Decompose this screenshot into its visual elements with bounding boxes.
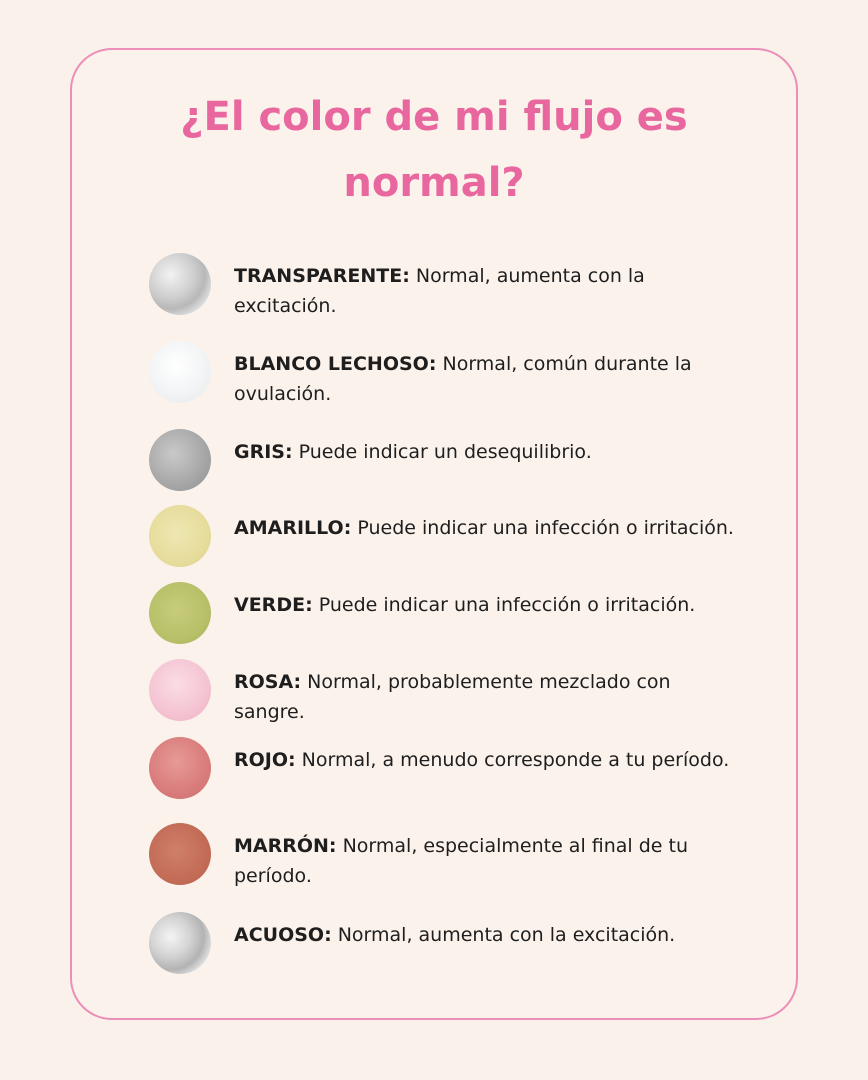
transparente-swatch xyxy=(149,253,211,315)
verde-swatch xyxy=(149,582,211,644)
item-desc: Normal, aumenta con la excitación. xyxy=(234,265,645,317)
item-desc: Puede indicar una infección o irritación. xyxy=(312,594,696,616)
item-term: BLANCO LECHOSO: xyxy=(234,353,437,375)
rojo-swatch xyxy=(149,737,211,799)
item-desc: Puede indicar un desequilibrio. xyxy=(292,441,592,463)
item-text xyxy=(234,590,734,620)
item-text xyxy=(234,831,734,891)
item-text xyxy=(234,349,734,409)
item-term: MARRÓN: xyxy=(234,835,337,857)
acuoso-swatch xyxy=(149,912,211,974)
item-term: GRIS: xyxy=(234,441,293,463)
item-term: TRANSPARENTE: xyxy=(234,265,410,287)
item-text xyxy=(234,745,734,775)
item-desc: Normal, común durante la ovulación. xyxy=(234,353,692,405)
item-term: VERDE: xyxy=(234,594,313,616)
item-text xyxy=(234,261,734,321)
item-text xyxy=(234,920,734,950)
page-title: ¿El color de mi flujo es normal? xyxy=(180,94,688,206)
item-term: ROJO: xyxy=(234,749,296,771)
item-desc: Puede indicar una infección o irritación. xyxy=(351,517,734,539)
blanco-swatch xyxy=(149,341,211,403)
item-desc: Normal, aumenta con la excitación. xyxy=(331,924,676,946)
amarillo-swatch xyxy=(149,505,211,567)
rosa-swatch xyxy=(149,659,211,721)
item-desc: Normal, a menudo corresponde a tu período. xyxy=(295,749,730,771)
item-desc: Normal, probablemente mezclado con sangre. xyxy=(234,671,671,723)
marron-swatch xyxy=(149,823,211,885)
item-term: ROSA: xyxy=(234,671,302,693)
gris-swatch xyxy=(149,429,211,491)
item-term: AMARILLO: xyxy=(234,517,352,539)
item-term: ACUOSO: xyxy=(234,924,332,946)
item-desc: Normal, especialmente al final de tu período. xyxy=(234,835,689,887)
item-text xyxy=(234,437,734,467)
item-text xyxy=(234,667,734,727)
item-text xyxy=(234,513,734,543)
